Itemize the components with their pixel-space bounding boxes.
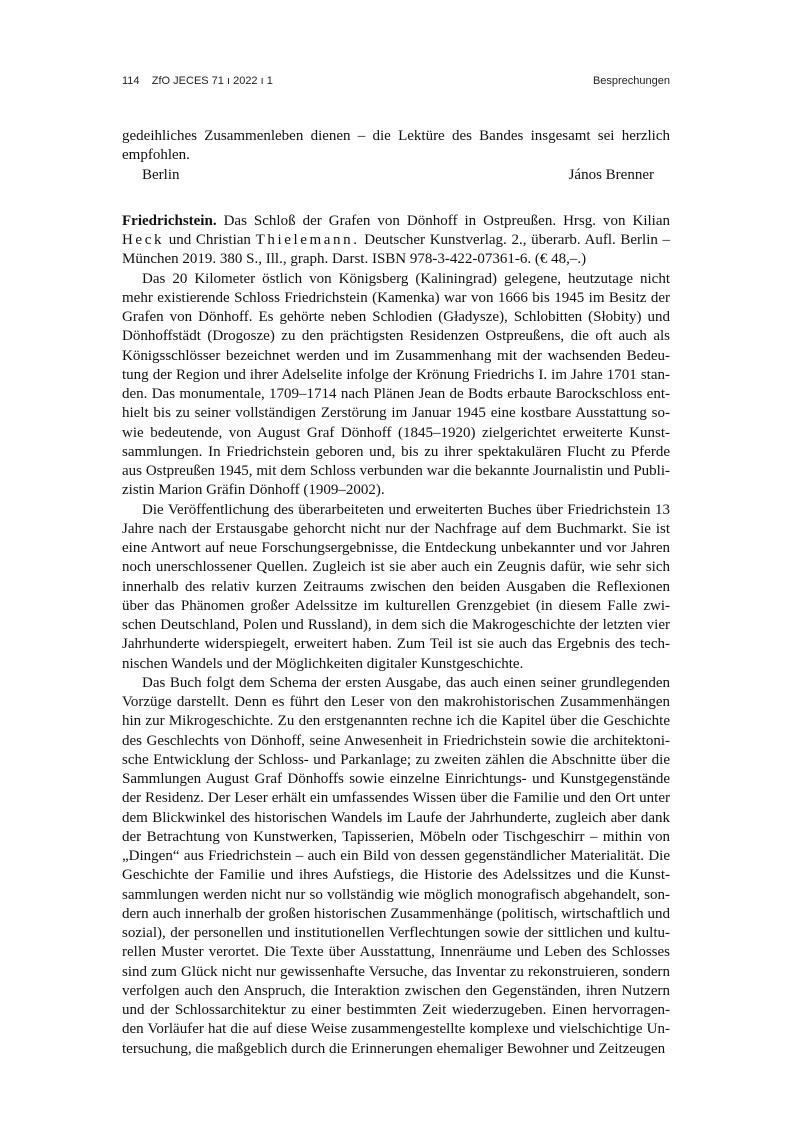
review-paragraph: Das Buch folgt dem Schema der ersten Ausgabe, das auch einen seiner grundlegenden Vorzüge darstellt. Denn es führt den Leser von den makrohistorischen Zusammenhängen hin zur Mikrogeschichte. Zu den erstgenannten rechne ich die Kapitel über die Geschichte des Geschlechts von Dönhoff, seine Anwesenheit in Friedrichstein sowie die architektonische Entwicklung der Schloss- und Parkanlage; zu zweiten zählen die Abschnitte über die Sammlungen August Graf Dönhoffs sowie einzelne Einrichtungs- und Kunstgegenstände der Residenz. Der Leser erhält ein umfassendes Wissen über die Familie und den Ort unter dem Blickwinkel des historischen Wandels im Laufe der Jahrhunderte, zugleich aber dank der Betrachtung von Kunstwerken, Tapisserien, Möbeln oder Tischgeschirr – mithin von „Dingen“ aus Friedrichstein – auch ein Bild von dessen gegenständlicher Materialität. Die Geschichte der Familie und ihres Aufstiegs, die Historie des Adelssitzes und die Kunstsammlungen werden nicht nur so vollständig wie möglich monografisch abgehandelt, sondern auch innerhalb der großen historischen Zusammenhänge (politisch, wirtschaftlich und sozial), der personellen und institutionellen Verflechtungen sowie der sittlichen und kulturellen Muster verortet. Die Texte über Ausstattung, Innenräume und Leben des Schlosses sind zum Glück nicht nur gewissenhafte Versuche, das Inventar zu rekonstruieren, sondern verfolgen auch den Anspruch, die Interaktion zwischen den Gegenständen, ihren Nutzern und der Schlossarchitektur zu einer bestimmten Zeit wiederzugeben. Einen hervorragenden Vorläufer hat die auf diese Weise zusammengestellte komplexe und vielschichtige Untersuchung, die maßgeblich durch die Erinnerungen ehemaliger Bewohner und Zeitzeugen <box>122 674 670 1057</box>
page-body <box>122 127 670 1059</box>
previous-review-ending: gedeihliches Zusammenleben dienen – die Lektüre des Bandes insgesamt sei herzlich empfohlen. <box>122 128 670 164</box>
signature-city: Berlin <box>142 166 180 183</box>
review-paragraph: Die Veröffentlichung des überarbeiteten und erweiterten Buches über Friedrichstein 13 Jahre nach der Erstausgabe gehorcht nicht nur der Nachfrage auf dem Buchmarkt. Sie ist eine Antwort auf neue Forschungsergebnisse, die Entdeckung unbekannter und vor Jahren noch unerschlossener Quellen. Zugleich ist sie aber auch ein Zeugnis dafür, wie sehr sich innerhalb des relativ kurzen Zeitraums zwischen den beiden Ausgaben die Reflexionen über das Phänomen großer Adelssitze im kulturellen Grenzgebiet (in diesem Falle zwischen Deutschland, Polen und Russland), in dem sich die Makrogeschichte der letzten vier Jahrhunderte widerspiegelt, erweitert haben. Zum Teil ist sie auch das Ergebnis des technischen Wandels und der Möglichkeiten digitaler Kunstgeschichte. <box>122 501 670 672</box>
bib-text-3: Deutscher Kunstverlag. 2., überarb. Aufl. Berlin – München 2019. 380 S., Ill., graph. Darst. ISBN 978-3-422-07361-6. (€ 48,–.) <box>122 232 671 268</box>
editor-name-2: Thielemann. <box>255 232 360 248</box>
bib-text-2: und Christian <box>168 232 251 248</box>
book-title: Friedrichstein. <box>122 212 217 229</box>
editor-name-1: Heck <box>122 232 165 248</box>
page-number: 114 <box>122 75 140 87</box>
journal-name: ZfO JECES 71 ı 2022 ı 1 <box>151 75 273 87</box>
section-gap <box>122 185 670 212</box>
header-left <box>122 75 273 87</box>
review-signature <box>122 166 670 185</box>
bibliographic-entry <box>122 212 670 270</box>
running-header <box>122 75 670 91</box>
bib-text-1: Das Schloß der Grafen von Dönhoff in Ostpreußen. Hrsg. von Kilian <box>223 212 671 229</box>
signature-author: János Brenner <box>568 166 654 183</box>
review-paragraph: Das 20 Kilometer östlich von Königsberg (Kaliningrad) gelegene, heutzutage nicht mehr existierende Schloss Friedrichstein (Kamenka) war von 1666 bis 1945 im Besitz der Grafen von Dönhoff. Es gehörte neben Schlodien (Gładysze), Schlobitten (Słobity) und Dönhoffstädt (Drogosze) zu den prächtigsten Residenzen Ostpreußens, die oft auch als Königsschlösser bezeichnet werden und im Zusammenhang mit der wachsenden Bedeutung der Region und ihrer Adelselite infolge der Krönung Friedrichs I. im Jahre 1701 standen. Das monumentale, 1709–1714 nach Plänen Jean de Bodts erbaute Barockschloss enthielt bis zu seiner vollständigen Zerstörung im Januar 1945 eine kostbare Ausstattung sowie bedeutende, von August Graf Dönhoff (1845–1920) zielgerichtet erweiterte Kunstsammlungen. In Friedrichstein geboren und, bis zu ihrer spektakulären Flucht zu Pferde aus Ostpreußen 1945, mit dem Schloss verbunden war die bekannte Journalistin und Publizistin Marion Gräfin Dönhoff (1909–2002). <box>122 270 670 499</box>
section-title: Besprechungen <box>592 75 670 87</box>
